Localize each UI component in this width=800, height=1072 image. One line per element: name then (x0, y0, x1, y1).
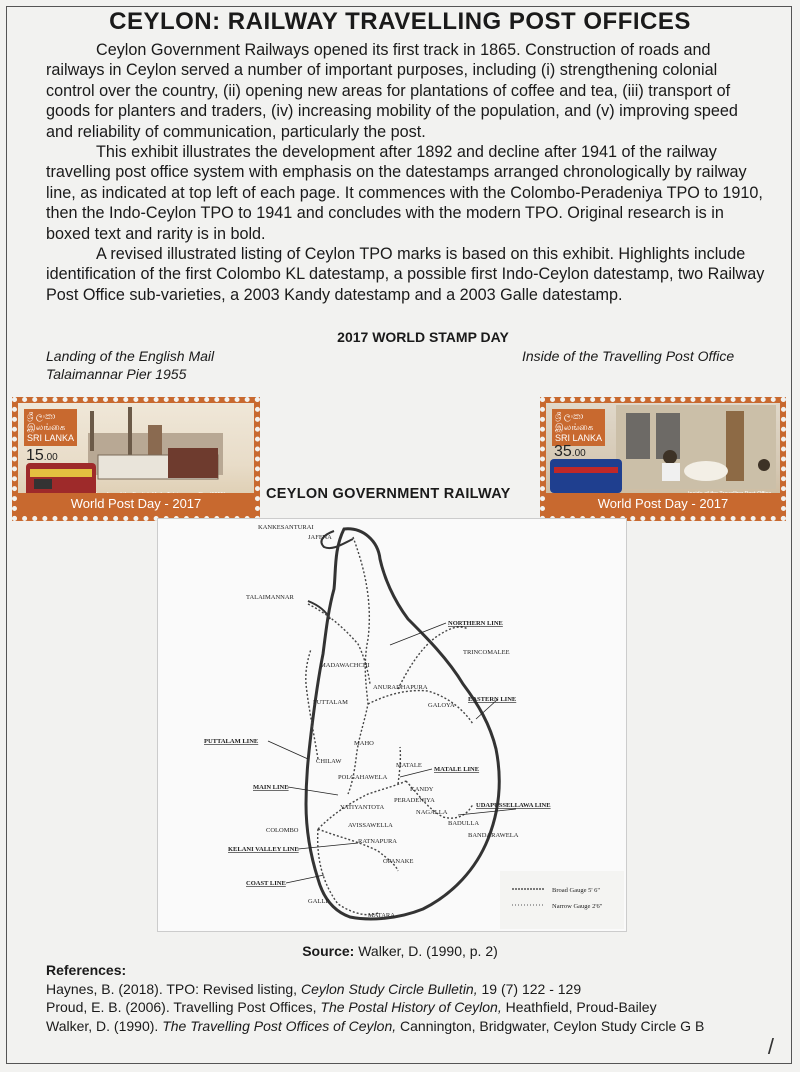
stamp-day-heading: 2017 WORLD STAMP DAY (337, 329, 509, 345)
place-nagalla: NAGALLA (416, 809, 448, 816)
place-maho: MAHO (354, 740, 374, 747)
source-label: Source: (302, 943, 355, 959)
label-northern-line: NORTHERN LINE (448, 620, 503, 627)
paragraph-history: Ceylon Government Railways opened its first track in 1865. Construction of roads and railways in Ceylon served a number of important purposes, including (i) strengthening colonial control over the country, (ii) opening new areas for plantations of coffee and tea, (iii) transport of goods for planters and traders, (iv) increasing mobility of the population, and (v) improving speed and reliability of communication, particularly the post. (46, 41, 738, 141)
label-udapussellawa-line: UDAPUSSELLAWA LINE (476, 802, 551, 809)
stamp-35 (540, 397, 786, 521)
place-anuradhapura: ANURADHAPURA (373, 684, 428, 691)
left-stamp-caption (46, 347, 214, 383)
place-kankesanturai: KANKESANTURAI (258, 524, 314, 531)
place-badulla: BADULLA (448, 820, 480, 827)
reference-item: Haynes, B. (2018). TPO: Revised listing, Ceylon Study Circle Bulletin, 19 (7) 122 - 129 (46, 980, 582, 997)
left-caption-line-1: Landing of the English Mail (46, 348, 215, 364)
place-polgahawela: POLGAHAWELA (338, 774, 388, 781)
stamp-35-country-sinhala: ශ්‍රී ලංකා (555, 411, 584, 421)
place-ratnapura: RATNAPURA (358, 838, 398, 845)
place-matara: MATARA (368, 912, 395, 919)
place-galle: GALLE (308, 898, 330, 905)
label-matale-line: MATALE LINE (434, 766, 480, 773)
references (46, 961, 704, 1035)
page-title: CEYLON: RAILWAY TRAVELLING POST OFFICES (109, 8, 691, 35)
place-avissawella: AVISSAWELLA (348, 822, 393, 829)
place-talaimannar: TALAIMANNAR (246, 594, 294, 601)
intro-text (46, 40, 766, 305)
legend-narrow-gauge: Narrow Gauge 2'6" (552, 903, 603, 910)
stamp-15-band: World Post Day - 2017 (18, 493, 254, 515)
place-matale: MATALE (396, 762, 422, 769)
stamp-35-country-english: SRI LANKA (555, 433, 603, 443)
stamp-35-band: World Post Day - 2017 (546, 493, 780, 515)
source-text: Walker, D. (1990, p. 2) (358, 943, 498, 959)
label-puttalam-line: PUTTALAM LINE (204, 738, 259, 745)
place-opanake: OPANAKE (383, 858, 414, 865)
stamp-15-country-english: SRI LANKA (27, 433, 75, 443)
map-legend (500, 871, 624, 929)
stamp-15 (12, 397, 260, 521)
label-coast-line: COAST LINE (246, 880, 286, 887)
reference-item: Proud, E. B. (2006). Travelling Post Offices, The Postal History of Ceylon, Heathfield, Proud-Bailey (46, 999, 657, 1015)
left-caption-line-2: Talaimannar Pier 1955 (46, 366, 187, 382)
place-madawachchi: MADAWACHCHI (320, 662, 370, 669)
trincomalee-branch-track (398, 627, 468, 689)
label-kelani-valley-line: KELANI VALLEY LINE (228, 846, 299, 853)
stamp-15-value: 15.00 (26, 447, 58, 464)
place-chilaw: CHILAW (316, 758, 342, 765)
railway-map (157, 518, 627, 932)
page-mark: / (767, 1034, 774, 1059)
place-kandy: KANDY (410, 786, 434, 793)
paragraph-exhibit: This exhibit illustrates the development after 1892 and decline after 1941 of the railway travelling post office system with emphasis on the datestamps arranged chronologically by railway line, as indicated at top left of each page. It commences with the Colombo-Peradeniya TPO to 1910, then the Indo-Ceylon TPO to 1941 and concludes with the modern TPO. Original research is in boxed text and rarity is in bold. (46, 143, 763, 243)
stamp-35-picture (546, 403, 780, 515)
stamp-35-country (552, 409, 605, 446)
stamp-15-country-tamil: இலங்கை (27, 422, 66, 432)
paragraph-listing: A revised illustrated listing of Ceylon TPO marks is based on this exhibit. Highlights include identification of the first Colombo KL datestamp, a possible first Indo-Ceylon datestamp, two Railway Post Office sub-varieties, a 2003 Kandy datestamp and a 2003 Galle datestamp. (46, 245, 765, 304)
place-puttalam: PUTTALAM (313, 699, 348, 706)
map-title: CEYLON GOVERNMENT RAILWAY (266, 486, 511, 502)
stamp-35-value: 35.00 (554, 443, 586, 460)
talaimannar-line-track (308, 604, 370, 684)
stamp-15-country (24, 409, 77, 446)
label-eastern-line: EASTERN LINE (468, 696, 517, 703)
place-jaffna: JAFFNA (308, 534, 332, 541)
stamp-15-country-sinhala: ශ්‍රී ලංකා (27, 411, 56, 421)
place-bandarawela: BANDARAWELA (468, 832, 519, 839)
label-main-line: MAIN LINE (253, 784, 289, 791)
place-yatiyantota: YATIYANTOTA (340, 804, 385, 811)
stamp-35-country-tamil: இலங்கை (555, 422, 594, 432)
place-peradeniya: PERADENIYA (394, 797, 435, 804)
stamp-15-picture (18, 403, 254, 515)
place-colombo: COLOMBO (266, 827, 299, 834)
map-source (0, 943, 800, 959)
eastern-line-track (368, 691, 473, 724)
right-stamp-caption: Inside of the Travelling Post Office (522, 348, 735, 364)
ceylon-map-svg (158, 519, 626, 931)
place-galoya: GALOYA (428, 702, 455, 709)
reference-item: Walker, D. (1990). The Travelling Post Offices of Ceylon, Cannington, Bridgwater, Ceylon Study Circle G B (46, 1017, 705, 1034)
references-heading: References: (46, 962, 127, 978)
legend-broad-gauge: Broad Gauge 5' 6" (552, 887, 601, 894)
place-trincomalee: TRINCOMALEE (463, 649, 510, 656)
